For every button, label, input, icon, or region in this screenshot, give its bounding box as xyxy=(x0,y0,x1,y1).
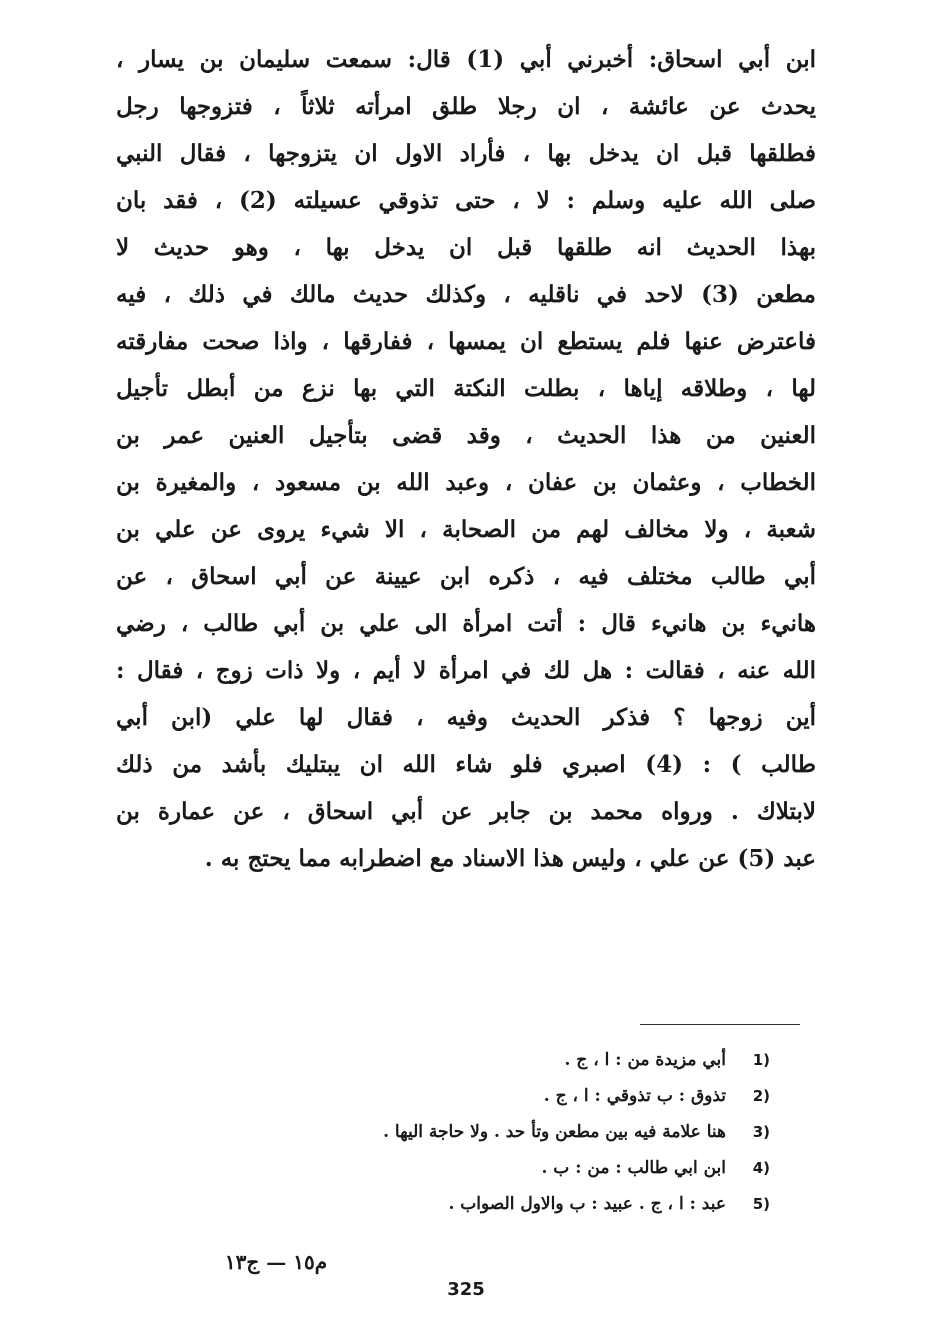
text-line: طالب ) : (4) اصبري فلو شاء الله ان يبتليك بأشد من ذلك xyxy=(116,751,816,778)
text-line: يحدث عن عائشة ، ان رجلا طلق امرأته ثلاثاً ، فتزوجها رجل xyxy=(116,93,816,120)
footnote-item xyxy=(300,1114,770,1150)
text-line: عبد (5) عن علي ، وليس هذا الاسناد مع اضطرابه مما يحتج به . xyxy=(204,845,816,872)
text-line: فاعترض عنها فلم يستطع ان يمسها ، ففارقها ، واذا صحت مفارقته xyxy=(116,328,816,355)
text-line: أبي طالب مختلف فيه ، ذكره ابن عيينة عن أبي اسحاق ، عن xyxy=(116,563,816,590)
text-line: بهذا الحديث انه طلقها قبل ان يدخل بها ، وهو حديث لا xyxy=(116,234,816,261)
page-number: 325 xyxy=(447,1279,485,1300)
footnote-text: عبد : ا ، ج . عبيد : ب والاول الصواب . xyxy=(448,1194,726,1214)
footnote-number: 3) xyxy=(752,1123,770,1141)
text-line: صلى الله عليه وسلم : لا ، حتى تذوقي عسيلته (2) ، فقد بان xyxy=(116,187,816,214)
footnote-number: 1) xyxy=(752,1051,770,1069)
footnotes-block xyxy=(300,1042,770,1222)
footnote-separator xyxy=(640,1024,800,1025)
text-line: أين زوجها ؟ فذكر الحديث وفيه ، فقال لها علي (ابن أبي xyxy=(116,704,816,731)
printer-signature-mark: م١٥ — ج١٣ xyxy=(224,1250,328,1274)
text-line: لها ، وطلاقه إياها ، بطلت النكتة التي بها نزع من أبطل تأجيل xyxy=(116,375,816,402)
text-line: الخطاب ، وعثمان بن عفان ، وعبد الله بن مسعود ، والمغيرة بن xyxy=(116,469,816,496)
text-line: الله عنه ، فقالت : هل لك في امرأة لا أيم ، ولا ذات زوج ، فقال : xyxy=(116,657,816,684)
footnote-item xyxy=(300,1042,770,1078)
footnote-text: هنا علامة فيه بين مطعن وتأ حد . ولا حاجة اليها . xyxy=(383,1122,726,1142)
text-line: مطعن (3) لاحد في ناقليه ، وكذلك حديث مالك في ذلك ، فيه xyxy=(116,281,816,308)
footnote-item xyxy=(300,1150,770,1186)
main-text-block xyxy=(116,36,816,882)
text-line: العنين من هذا الحديث ، وقد قضى بتأجيل العنين عمر بن xyxy=(116,422,816,449)
footnote-item xyxy=(300,1186,770,1222)
text-line: شعبة ، ولا مخالف لهم من الصحابة ، الا شيء يروى عن علي بن xyxy=(116,516,816,543)
text-line: هانيء بن هانيء قال : أتت امرأة الى علي بن أبي طالب ، رضي xyxy=(116,610,816,637)
footnote-item xyxy=(300,1078,770,1114)
footnote-text: أبي مزيدة من : ا ، ج . xyxy=(564,1050,726,1070)
footnote-number: 5) xyxy=(752,1195,770,1213)
text-line: ابن أبي اسحاق: أخبرني أبي (1) قال: سمعت سليمان بن يسار ، xyxy=(116,46,816,73)
footnote-number: 2) xyxy=(752,1087,770,1105)
footnote-text: تذوق : ب تذوقي : ا ، ج . xyxy=(543,1086,726,1106)
text-line: لابتلاك . ورواه محمد بن جابر عن أبي اسحاق ، عن عمارة بن xyxy=(116,798,816,825)
text-line: فطلقها قبل ان يدخل بها ، فأراد الاول ان يتزوجها ، فقال النبي xyxy=(116,140,816,167)
footnote-number: 4) xyxy=(752,1159,770,1177)
footnote-text: ابن ابي طالب : من : ب . xyxy=(541,1158,726,1178)
